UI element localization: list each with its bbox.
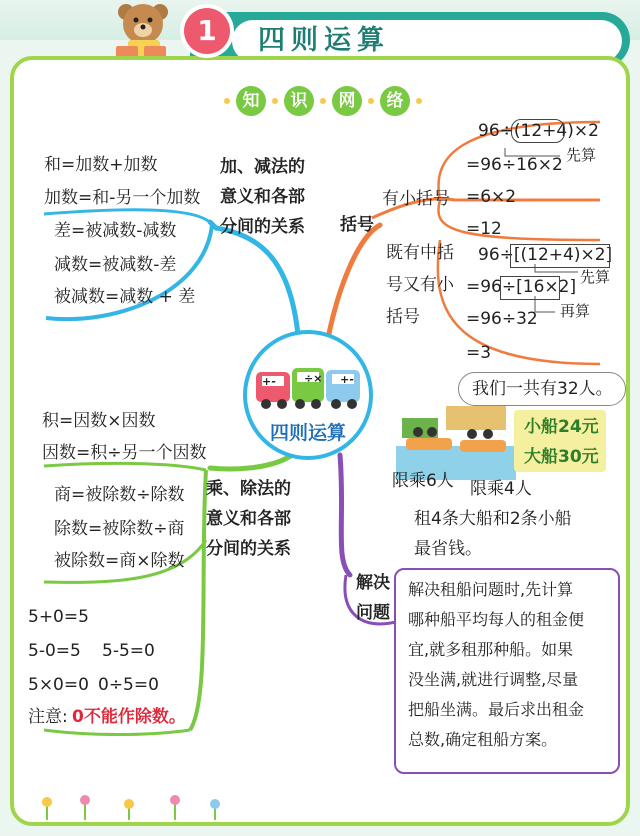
big-boat-price: 大船30元	[524, 447, 599, 467]
page-title: 四则运算	[258, 25, 390, 56]
boats-illustration	[396, 396, 516, 480]
center-label: 四则运算	[269, 422, 346, 444]
calc-step: =12	[466, 219, 502, 239]
section-chip: 知	[236, 86, 266, 116]
calc-step: =3	[466, 343, 492, 363]
calc-step: =96÷32	[466, 309, 538, 329]
car-sign-3: +-	[340, 373, 354, 386]
calc-step: 96÷[(12+4)×2]	[478, 245, 613, 265]
mixed-brackets-label: 既有中括	[386, 243, 454, 263]
add-sub-topic-line2: 意义和各部	[220, 187, 305, 207]
solve-topic-line1: 解决	[356, 573, 390, 593]
mixed-brackets-label: 号又有小	[386, 275, 454, 295]
note-prefix: 注意:	[28, 707, 68, 727]
mul-div-topic-line1: 乘、除法的	[206, 479, 291, 499]
mul-div-formula: 除数=被除数÷商	[54, 519, 185, 539]
section-chip: 网	[332, 86, 362, 116]
zero-rule: 5-5=0	[102, 641, 155, 661]
flowers-decoration	[36, 790, 236, 822]
bracket-outline	[510, 244, 610, 268]
method-line: 总数,确定租船方案。	[408, 730, 558, 749]
section-number-badge: 1	[184, 8, 230, 54]
add-sub-formula: 加数=和-另一个加数	[44, 188, 201, 208]
then-calc-label: 再算	[560, 302, 591, 320]
mul-div-formula: 因数=积÷另一个因数	[42, 443, 207, 463]
note-warning: 0不能作除数。	[72, 707, 186, 727]
first-calc-label: 先算	[566, 146, 597, 164]
zero-rule: 5+0=5	[28, 607, 89, 627]
calc-step: =6×2	[466, 187, 517, 207]
method-line: 没坐满,就进行调整,尽量	[408, 670, 579, 689]
solve-topic-line2: 问题	[356, 603, 390, 623]
add-sub-formula: 减数=被减数-差	[54, 255, 177, 275]
mul-div-formula: 被除数=商×除数	[54, 551, 185, 571]
car-sign-2: ÷×	[304, 372, 323, 385]
small-brackets-label: 有小括号	[382, 189, 450, 209]
method-line: 宜,就多租那种船。如果	[408, 640, 574, 659]
parenthesis-outline	[511, 119, 565, 143]
bracket-outline	[500, 276, 560, 300]
car-sign-1: +-	[262, 375, 276, 388]
calc-step: 96÷(12+4)×2	[478, 121, 599, 141]
calc-step: =96÷16×2	[466, 155, 563, 175]
section-chip: 络	[380, 86, 410, 116]
zero-rule: 0÷5=0	[98, 675, 159, 695]
mul-div-topic-line3: 分间的关系	[206, 539, 291, 559]
method-line: 解决租船问题时,先计算	[408, 580, 574, 599]
method-line: 哪种船平均每人的租金便	[408, 610, 585, 629]
zero-rule: 5×0=0	[28, 675, 89, 695]
mixed-brackets-label: 括号	[386, 307, 420, 327]
zero-rule: 5-0=5	[28, 641, 81, 661]
calc-step: =96÷[16×2]	[466, 277, 577, 297]
small-boat-limit: 限乘4人	[470, 479, 532, 499]
first-calc-label: 先算	[580, 268, 611, 286]
mul-div-formula: 积=因数×因数	[42, 411, 156, 431]
brackets-topic: 括号	[340, 215, 374, 235]
answer-line: 租4条大船和2条小船	[414, 509, 572, 529]
answer-line: 最省钱。	[414, 539, 482, 559]
method-line: 把船坐满。最后求出租金	[408, 700, 585, 719]
speech-text: 我们一共有32人。	[472, 379, 613, 399]
big-boat-limit: 限乘6人	[392, 471, 454, 491]
add-sub-formula: 和=加数+加数	[44, 155, 158, 175]
add-sub-topic-line1: 加、减法的	[220, 157, 305, 177]
section-chip: 识	[284, 86, 314, 116]
add-sub-topic-line3: 分间的关系	[220, 217, 305, 237]
mul-div-topic-line2: 意义和各部	[206, 509, 291, 529]
add-sub-formula: 被减数=减数 + 差	[54, 287, 196, 307]
add-sub-formula: 差=被减数-减数	[54, 221, 177, 241]
small-boat-price: 小船24元	[524, 417, 599, 437]
mul-div-formula: 商=被除数÷除数	[54, 485, 185, 505]
